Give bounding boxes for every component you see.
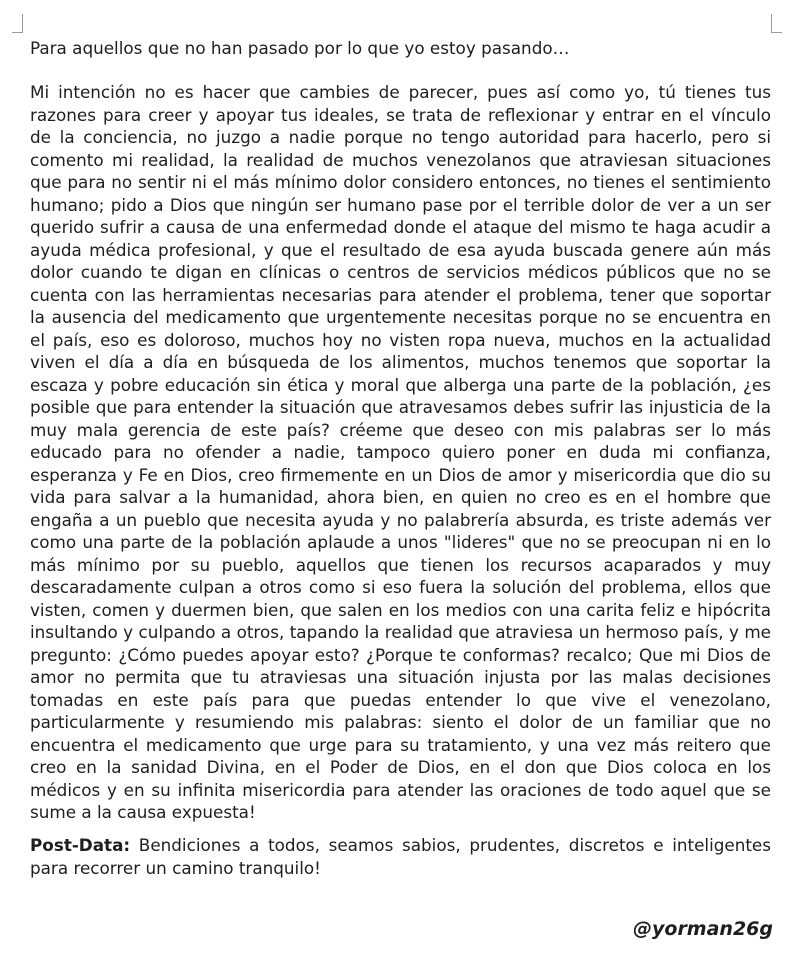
postdata-paragraph (30, 834, 771, 879)
margin-corner-mark-top-right (771, 14, 782, 33)
postdata-text: Bendiciones a todos, seamos sabios, prudentes, discretos e inteligentes para recorrer un camino tranquilo! (30, 835, 771, 878)
postdata-label: Post-Data: (30, 835, 131, 855)
margin-corner-mark-top-left (12, 14, 23, 33)
author-signature: @yorman26g (633, 918, 773, 940)
body-paragraph: Mi intención no es hacer que cambies de parecer, pues así como yo, tú tienes tus razones para creer y apoyar tus ideales, se trata de reflexionar y entrar en el vínculo de la conciencia, no juzgo a nadie porque no tengo autoridad para hacerlo, pero si comento mi realidad, la realidad de muchos venezolanos que atraviesan situaciones que para no sentir ni el más mínimo dolor considero entonces, no tienes el sentimiento humano; pido a Dios que ningún ser humano pase por el terrible dolor de ver a un ser querido sufrir a causa de una enfermedad donde el ataque del mismo te haga acudir a ayuda médica profesional, y que el resultado de esa ayuda buscada genere aún más dolor cuando te digan en clínicas o centros de servicios médicos públicos que no se cuenta con las herramientas necesarias para atender el problema, tener que soportar la ausencia del medicamento que urgentemente necesitas porque no se encuentra en el país, eso es doloroso, muchos hoy no visten ropa nueva, muchos en la actualidad viven el día a día en búsqueda de los alimentos, muchos tenemos que soportar la escaza y pobre educación sin ética y moral que alberga una parte de la población, ¿es posible que para entender la situación que atravesamos debes sufrir las injusticia de la muy mala gerencia de este país? créeme que deseo con mis palabras ser lo más educado para no ofender a nadie, tampoco quiero poner en duda mi confianza, esperanza y Fe en Dios, creo firmemente en un Dios de amor y misericordia que dio su vida para salvar a la humanidad, ahora bien, en quien no creo es en el hombre que engaña a un pueblo que necesita ayuda y no palabrería absurda, es triste además ver como una parte de la población aplaude a unos "lideres" que no se preocupan ni en lo más mínimo por su pueblo, aquellos que tienen los recursos acaparados y muy descaradamente culpan a otros como si eso fuera la solución del problema, ellos que visten, comen y duermen bien, que salen en los medios con una carita feliz e hipócrita insultando y culpando a otros, tapando la realidad que atraviesa un hermoso país, y me pregunto: ¿Cómo puedes apoyar esto? ¿Porque te conformas? recalco; Que mi Dios de amor no permita que tu atraviesas una situación injusta por las malas decisiones tomadas en este país para que puedas entender lo que vive el venezolano, particularmente y resumiendo mis palabras: siento el dolor de un familiar que no encuentra el medicamento que urge para su tratamiento, y una vez más reitero que creo en la sanidad Divina, en el Poder de Dios, en el don que Dios coloca en los médicos y en su infinita misericordia para atender las oraciones de todo aquel que se sume a la causa expuesta! (30, 82, 771, 822)
intro-line: Para aquellos que no han pasado por lo que yo estoy pasando… (30, 38, 570, 58)
